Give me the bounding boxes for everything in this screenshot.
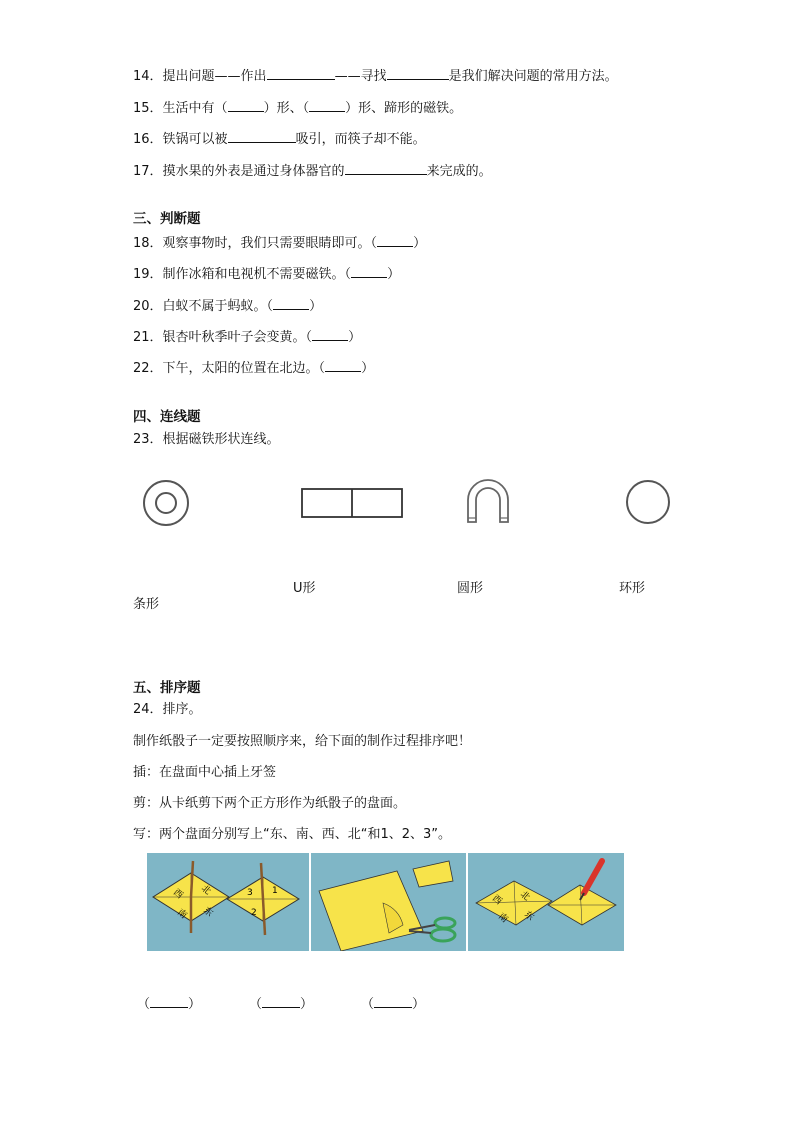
answer-blank[interactable] (309, 98, 345, 112)
question-14: 14．提出问题——作出 ——寻找 是我们解决问题的常用方法。 (133, 66, 618, 86)
svg-text:3: 3 (247, 888, 253, 898)
answer-blank[interactable] (150, 994, 188, 1008)
question-22: 22．下午，太阳的位置在北边。（ ） (133, 358, 374, 378)
answer-blank[interactable] (228, 98, 264, 112)
label-u-shape[interactable]: U形 (293, 581, 316, 596)
question-21: 21．银杏叶秋季叶子会变黄。（ ） (133, 327, 361, 347)
answer-blank[interactable] (325, 358, 361, 372)
svg-text:1: 1 (272, 886, 278, 896)
illustration-write-directions (468, 853, 624, 951)
sort-answer-1[interactable]: （ ） (137, 993, 201, 1012)
disc-magnet-icon[interactable] (624, 479, 674, 529)
step-write: 写：两个盘面分别写上“东、南、西、北“和1、2、3”。 (133, 827, 452, 842)
answer-blank[interactable] (387, 66, 449, 80)
ring-magnet-icon[interactable] (138, 478, 198, 528)
scissors-icon (311, 853, 466, 951)
pen-icon (468, 853, 624, 951)
illustration-cut-squares (311, 853, 466, 951)
question-20: 20．白蚁不属于蚂蚁。（ ） (133, 296, 322, 316)
paper-dice-icon (147, 853, 309, 951)
answer-blank[interactable] (267, 66, 335, 80)
sort-answer-3[interactable]: （ ） (361, 993, 425, 1012)
sort-intro: 制作纸骰子一定要按照顺序来，给下面的制作过程排序吧！ (133, 734, 472, 749)
answer-blank[interactable] (345, 161, 427, 175)
svg-text:南: 南 (496, 911, 510, 926)
svg-text:南: 南 (175, 907, 189, 922)
illustration-insert-toothpick (147, 853, 309, 951)
question-19: 19．制作冰箱和电视机不需要磁铁。（ ） (133, 264, 400, 284)
answer-blank[interactable] (273, 296, 309, 310)
section-title-judge: 三、判断题 (133, 211, 201, 227)
question-18: 18．观察事物时，我们只需要眼睛即可。（ ） (133, 233, 426, 253)
answer-blank[interactable] (312, 327, 348, 341)
svg-text:北: 北 (199, 883, 213, 898)
question-15: 15．生活中有（ ）形、（ ）形、蹄形的磁铁。 (133, 98, 462, 118)
answer-blank[interactable] (377, 233, 413, 247)
step-cut: 剪：从卡纸剪下两个正方形作为纸骰子的盘面。 (133, 796, 407, 811)
svg-text:北: 北 (518, 889, 532, 904)
label-bar-shape[interactable]: 条形 (133, 597, 160, 612)
svg-text:东: 东 (522, 909, 536, 924)
section-title-sorting: 五、排序题 (133, 680, 201, 696)
answer-blank[interactable] (351, 264, 387, 278)
svg-text:2: 2 (251, 908, 257, 918)
svg-text:西: 西 (171, 887, 185, 902)
step-insert: 插：在盘面中心插上牙签 (133, 765, 277, 780)
svg-text:西: 西 (490, 893, 504, 908)
label-round-shape[interactable]: 圆形 (457, 581, 484, 596)
u-magnet-icon[interactable] (462, 478, 514, 526)
svg-text:东: 东 (201, 905, 215, 920)
answer-blank[interactable] (228, 129, 296, 143)
question-24: 24．排序。 (133, 702, 202, 717)
label-ring-shape[interactable]: 环形 (619, 581, 646, 596)
answer-blank[interactable] (262, 994, 300, 1008)
sort-answer-2[interactable]: （ ） (249, 993, 313, 1012)
question-17: 17．摸水果的外表是通过身体器官的 来完成的。 (133, 161, 492, 181)
answer-blank[interactable] (374, 994, 412, 1008)
question-16: 16．铁锅可以被 吸引，而筷子却不能。 (133, 129, 426, 149)
bar-magnet-icon[interactable] (300, 487, 406, 521)
section-title-matching: 四、连线题 (133, 409, 201, 425)
question-23: 23．根据磁铁形状连线。 (133, 432, 280, 447)
